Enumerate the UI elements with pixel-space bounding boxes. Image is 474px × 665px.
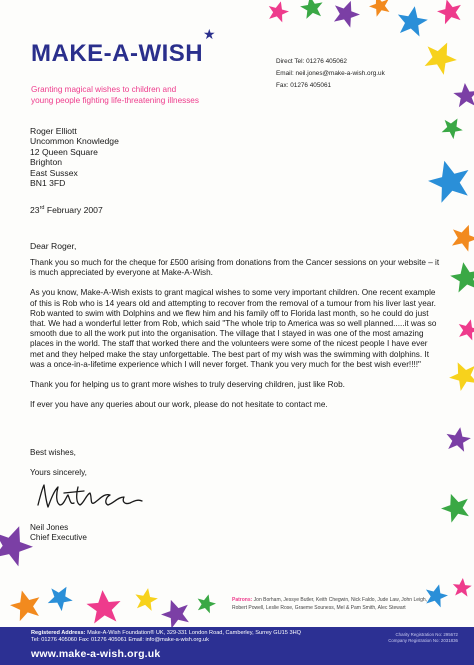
- salutation: Dear Roger,: [30, 241, 77, 251]
- paragraph: As you know, Make-A-Wish exists to grant magical wishes to some very important children. One recent example of this is Rob who is 14 years old and attempting to recover from the removal of a tumour from his liver last year. Rob wanted to swim with Dolphins and we flew him and his family off to Florida last month, so he could do just that. We had a wonderful letter from Rob, which said "The whole trip to America was so well planned.....it was so smooth due to all the work put into the organisation. The village that I stayed in was one of the most amazing places in the world. The staff that worked there and the volunteers were some of the nicest people I have ever met and they helped make the stay unforgettable. The best part of my wish was the swimming with dolphins. It was a once-in-a-lifetime experience which I will never forget. Thank you very much for the best wish ever!!!!": [30, 288, 437, 369]
- star-icon: [366, 0, 392, 18]
- star-icon: [85, 589, 122, 624]
- star-icon: [438, 113, 466, 141]
- yours-sincerely: Yours sincerely,: [30, 468, 87, 478]
- email-address: Email: neil.jones@make-a-wish.org.uk: [276, 70, 385, 77]
- charity-number: Charity Registration No: 295672: [395, 632, 458, 637]
- paragraph: If ever you have any queries about our work, please do not hesitate to contact me.: [30, 400, 328, 410]
- registered-label: Registered Address:: [31, 630, 86, 636]
- website-url: www.make-a-wish.org.uk: [31, 648, 161, 660]
- logo-text: MAKE-A-WISH: [31, 40, 204, 67]
- star-icon: [453, 82, 474, 108]
- star-icon: [195, 592, 218, 614]
- star-icon: [266, 0, 291, 23]
- fax-number: Fax: 01276 405061: [276, 82, 332, 89]
- patrons-line1: Jon Borham, Jessye Butler, Keith Chegwin, Nick Faldo, Jude Law, John Leigh,: [253, 597, 428, 603]
- star-icon: [420, 36, 462, 78]
- star-icon: [448, 220, 474, 253]
- star-icon: [456, 317, 474, 342]
- paragraph: Thank you for helping us to grant more wishes to truly deserving children, just like Rob.: [30, 380, 345, 390]
- footer-band: [0, 627, 474, 665]
- recipient-address: [30, 126, 119, 188]
- star-icon: [424, 155, 474, 204]
- best-wishes: Best wishes,: [30, 448, 76, 457]
- handwritten-signature: [34, 479, 154, 517]
- recipient-county: East Sussex: [30, 167, 78, 178]
- star-icon: [435, 0, 465, 25]
- registration-numbers: [378, 632, 458, 644]
- star-icon: [133, 586, 159, 611]
- letter-body: [30, 258, 442, 420]
- star-icon: [437, 489, 473, 524]
- tagline-line1: Granting magical wishes to children and: [31, 85, 177, 94]
- recipient-company: Uncommon Knowledge: [30, 136, 119, 147]
- make-a-wish-logo: [31, 26, 241, 78]
- direct-tel: Direct Tel: 01276 405062: [276, 58, 347, 65]
- star-icon: [444, 425, 472, 452]
- signer-block: [30, 523, 87, 544]
- patrons-list: [232, 596, 464, 613]
- recipient-postcode: BN1 3FD: [30, 178, 66, 189]
- recipient-name: Roger Elliott: [30, 126, 77, 136]
- star-icon: [448, 260, 474, 294]
- letter-date: 23rd February 2007: [30, 205, 103, 215]
- star-icon: [157, 595, 193, 630]
- contact-details: [276, 56, 385, 92]
- patrons-line2: Robert Powell, Leslie Rose, Graeme Souness, Mel & Pam Smith, Alec Stewart: [232, 605, 406, 612]
- star-icon: [452, 577, 473, 597]
- recipient-street: 12 Queen Square: [30, 146, 98, 157]
- paragraph: Thank you so much for the cheque for £500 arising from donations from the Cancer sessions on your website – it is much appreciated by everyone at Make-A-Wish.: [30, 258, 440, 278]
- star-icon: [299, 0, 325, 20]
- logo-star-icon: ★: [203, 26, 216, 42]
- footer-contact: Tel: 01276 405060 Fax: 01276 405061 Email: info@make-a-wish.org.uk: [31, 637, 209, 643]
- signer-name: Neil Jones: [30, 523, 69, 532]
- tagline-line2: young people fighting life-threatening illnesses: [31, 96, 199, 105]
- recipient-city: Brighton: [30, 157, 63, 168]
- star-icon: [7, 587, 44, 623]
- star-icon: [330, 0, 364, 29]
- registered-address: [31, 630, 331, 644]
- patrons-label: Patrons:: [232, 597, 253, 603]
- star-icon: [445, 356, 474, 393]
- registered-address-text: Make-A-Wish Foundation® UK, 329-331 London Road, Camberley, Surrey GU15 3HQ: [85, 630, 301, 636]
- star-icon: [44, 581, 77, 614]
- company-number: Company Registration No: 2031836: [388, 638, 458, 643]
- star-icon: [395, 4, 430, 38]
- signer-title: Chief Executive: [30, 533, 87, 543]
- tagline: [31, 84, 231, 106]
